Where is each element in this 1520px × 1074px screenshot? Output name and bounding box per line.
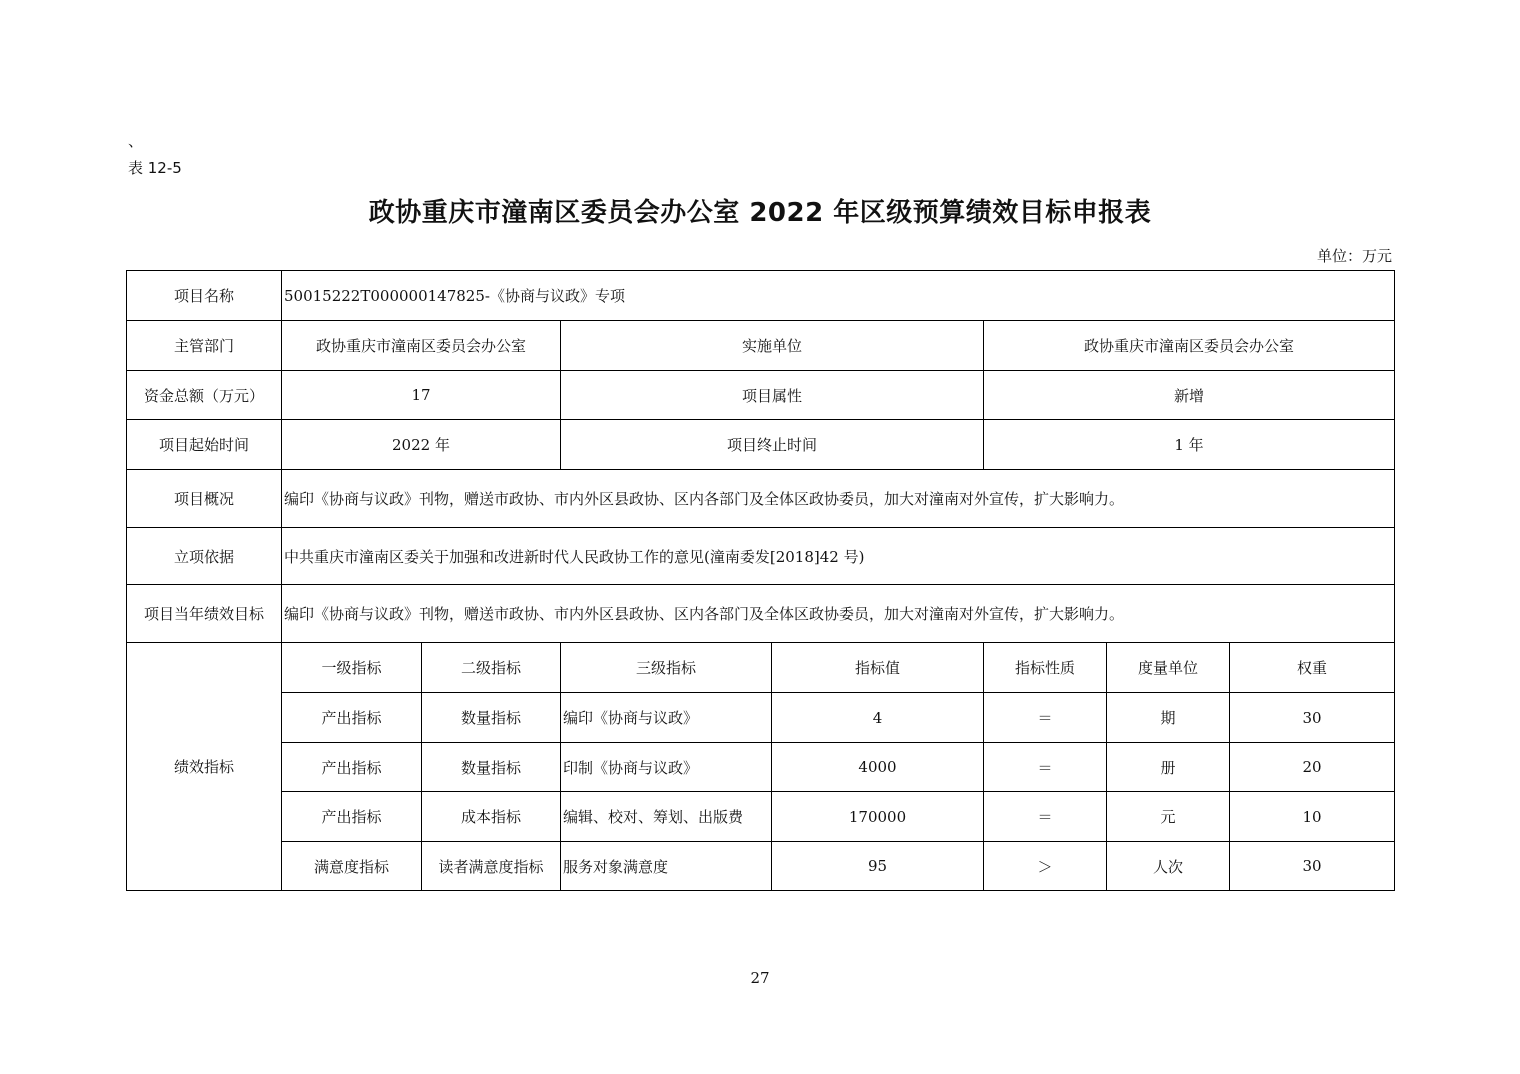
unit-label: 单位：万元: [1316, 247, 1392, 265]
indicator-level3: 服务对象满意度: [561, 842, 772, 891]
indicator-weight: 30: [1230, 842, 1395, 891]
indicator-level1: 产出指标: [282, 792, 422, 842]
indicator-level2: 读者满意度指标: [422, 842, 561, 891]
indicator-unit: 册: [1107, 743, 1230, 792]
corner-mark: 、: [128, 132, 144, 150]
indicator-unit: 元: [1107, 792, 1230, 842]
start-time-value: 2022 年: [282, 420, 561, 470]
indicator-row: [127, 792, 1395, 842]
project-name-label: 项目名称: [127, 271, 282, 321]
page-title: 政协重庆市潼南区委员会办公室 2022 年区级预算绩效目标申报表: [368, 198, 1152, 228]
row-project-name: [127, 271, 1395, 321]
attribute-label: 项目属性: [561, 371, 984, 420]
indicator-level3: 编辑、校对、筹划、出版费: [561, 792, 772, 842]
indicator-value: 4: [772, 693, 984, 743]
indicator-weight: 10: [1230, 792, 1395, 842]
indicator-row: [127, 743, 1395, 792]
dept-label: 主管部门: [127, 321, 282, 371]
row-department: [127, 321, 1395, 371]
header-unit: 度量单位: [1107, 643, 1230, 693]
indicator-nature: ＝: [984, 743, 1107, 792]
indicator-value: 4000: [772, 743, 984, 792]
attribute-value: 新增: [984, 371, 1395, 420]
indicator-nature: ＞: [984, 842, 1107, 891]
indicator-nature: ＝: [984, 792, 1107, 842]
end-time-label: 项目终止时间: [561, 420, 984, 470]
page-number: 27: [750, 969, 770, 987]
overview-label: 项目概况: [127, 470, 282, 528]
indicator-value: 170000: [772, 792, 984, 842]
table-number: 表 12-5: [128, 159, 182, 177]
indicator-row: [127, 693, 1395, 743]
row-overview: [127, 470, 1395, 528]
total-funds-value: 17: [282, 371, 561, 420]
overview-value: 编印《协商与议政》刊物，赠送市政协、市内外区县政协、区内各部门及全体区政协委员，加大对潼南对外宣传，扩大影响力。: [282, 470, 1395, 528]
indicator-unit: 期: [1107, 693, 1230, 743]
impl-unit-value: 政协重庆市潼南区委员会办公室: [984, 321, 1395, 371]
row-basis: [127, 528, 1395, 585]
indicators-label: 绩效指标: [127, 643, 282, 891]
start-time-label: 项目起始时间: [127, 420, 282, 470]
budget-form-table: [126, 270, 1395, 891]
header-nature: 指标性质: [984, 643, 1107, 693]
row-funds: [127, 371, 1395, 420]
indicator-level3: 印制《协商与议政》: [561, 743, 772, 792]
header-level3: 三级指标: [561, 643, 772, 693]
impl-unit-label: 实施单位: [561, 321, 984, 371]
row-goal: [127, 585, 1395, 643]
project-name-value: 50015222T000000147825-《协商与议政》专项: [282, 271, 1395, 321]
basis-label: 立项依据: [127, 528, 282, 585]
end-time-value: 1 年: [984, 420, 1395, 470]
indicator-level1: 产出指标: [282, 693, 422, 743]
basis-value: 中共重庆市潼南区委关于加强和改进新时代人民政协工作的意见(潼南委发[2018]42 号): [282, 528, 1395, 585]
indicator-header-row: [127, 643, 1395, 693]
row-time: [127, 420, 1395, 470]
header-level1: 一级指标: [282, 643, 422, 693]
indicator-row: [127, 842, 1395, 891]
indicator-level1: 产出指标: [282, 743, 422, 792]
total-funds-label: 资金总额（万元）: [127, 371, 282, 420]
indicator-level3: 编印《协商与议政》: [561, 693, 772, 743]
header-weight: 权重: [1230, 643, 1395, 693]
indicator-nature: ＝: [984, 693, 1107, 743]
indicator-level2: 成本指标: [422, 792, 561, 842]
indicator-unit: 人次: [1107, 842, 1230, 891]
indicator-value: 95: [772, 842, 984, 891]
goal-label: 项目当年绩效目标: [127, 585, 282, 643]
indicator-level1: 满意度指标: [282, 842, 422, 891]
header-level2: 二级指标: [422, 643, 561, 693]
indicator-level2: 数量指标: [422, 743, 561, 792]
header-value: 指标值: [772, 643, 984, 693]
goal-value: 编印《协商与议政》刊物，赠送市政协、市内外区县政协、区内各部门及全体区政协委员，加大对潼南对外宣传，扩大影响力。: [282, 585, 1395, 643]
indicator-weight: 20: [1230, 743, 1395, 792]
indicator-weight: 30: [1230, 693, 1395, 743]
dept-value: 政协重庆市潼南区委员会办公室: [282, 321, 561, 371]
indicator-level2: 数量指标: [422, 693, 561, 743]
